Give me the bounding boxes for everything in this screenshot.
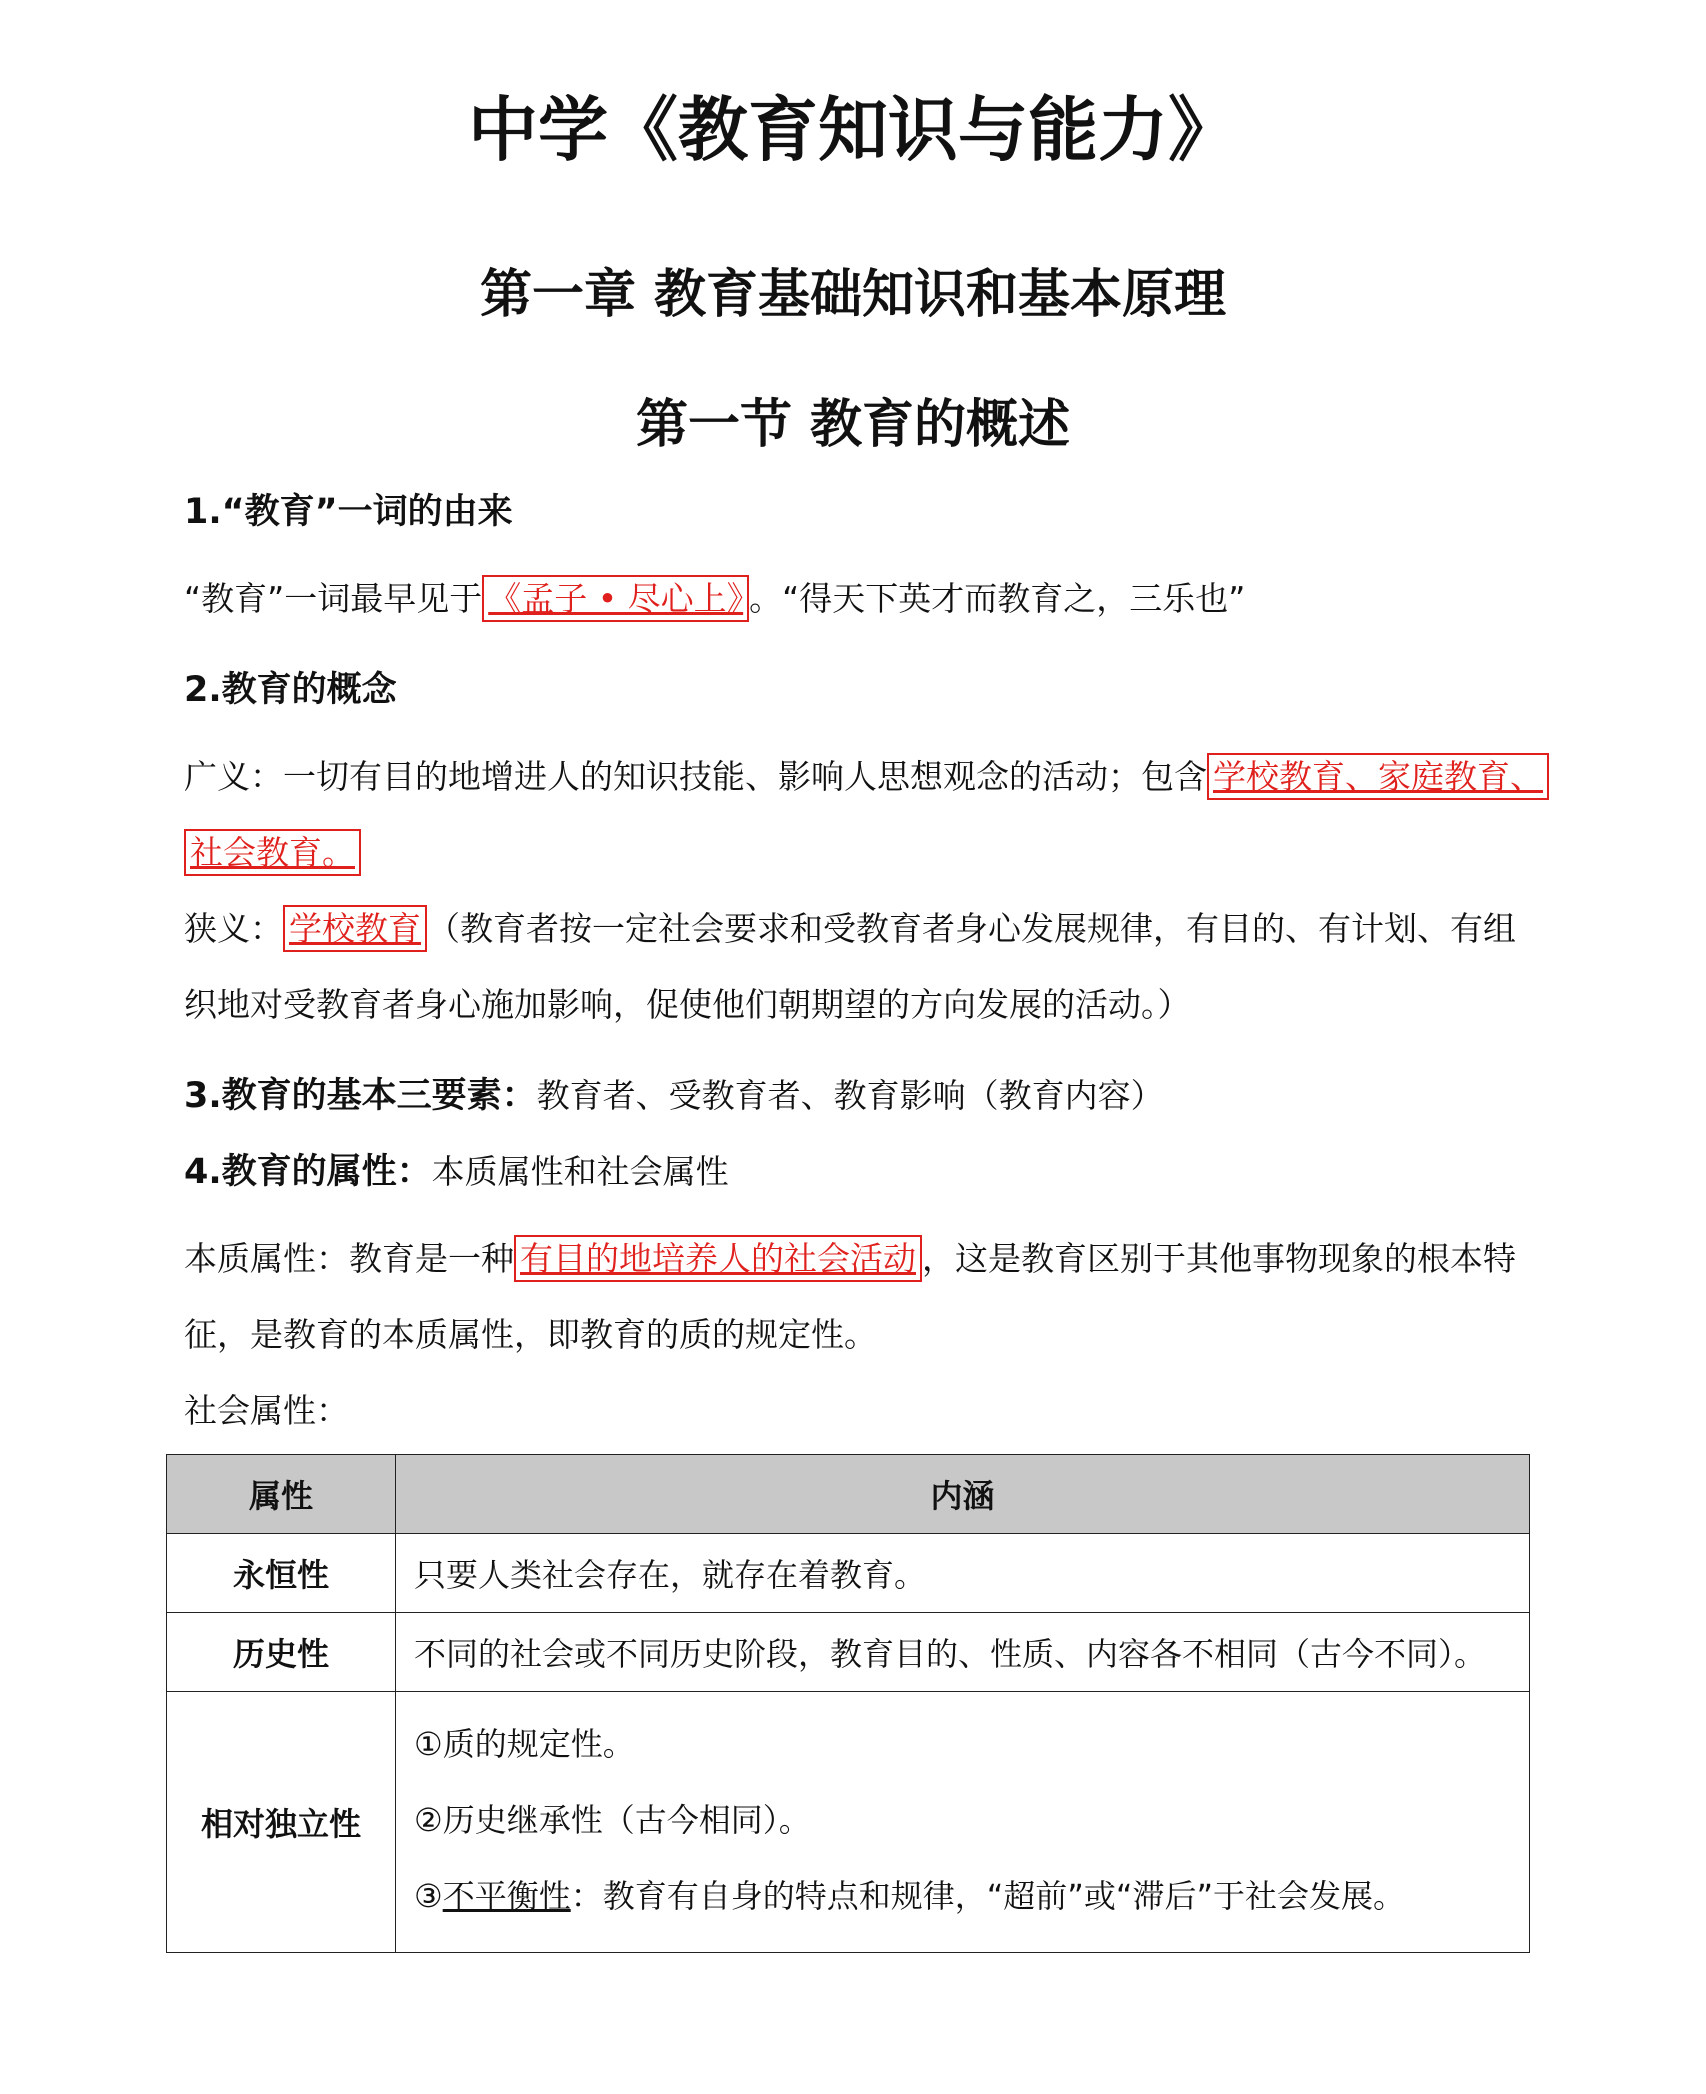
document-title: 中学《教育知识与能力》 (468, 89, 1238, 171)
s4-essence-post: ，这是教育区别于其他事物现象的根本特 (922, 1239, 1516, 1278)
social-attributes-table (166, 1454, 1530, 1953)
table-row (167, 1692, 1530, 1953)
s1-text-pre: “教育”一词最早见于 (184, 579, 483, 618)
s2-broad-pre: 广义：一切有目的地增进人的知识技能、影响人思想观念的活动；包含 (184, 757, 1207, 796)
s2-broad-line2 (184, 834, 1556, 872)
s4-heading: 4.教育的属性： (184, 1152, 432, 1192)
s4-essence-line1 (184, 1240, 1556, 1278)
table-row (167, 1613, 1530, 1692)
s4-paragraph (184, 1152, 1556, 1192)
row-attr: 相对独立性 (167, 1692, 396, 1953)
chapter-heading: 第一章 教育基础知识和基本原理 (479, 265, 1227, 325)
rel-line3-underlined: 不平衡性 (442, 1877, 571, 1915)
row-attr: 永恒性 (167, 1534, 396, 1613)
table-header-row (167, 1455, 1530, 1534)
row-content: 只要人类社会存在，就存在着教育。 (396, 1534, 1530, 1613)
header-attr: 属性 (167, 1455, 396, 1534)
s2-narrow-highlight: 学校教育 (283, 905, 427, 952)
s4-essence-highlight: 有目的地培养人的社会活动 (514, 1235, 922, 1282)
rel-line3-prefix: ③ (414, 1877, 443, 1915)
row-content (396, 1692, 1530, 1953)
s4-social-label: 社会属性： (184, 1391, 349, 1430)
s2-heading: 2.教育的概念 (184, 670, 397, 710)
table-row (167, 1534, 1530, 1613)
row-attr: 历史性 (167, 1613, 396, 1692)
s2-narrow-label: 狭义： (184, 909, 283, 948)
s1-heading: 1.“教育”一词的由来 (184, 492, 513, 532)
s3-paragraph (184, 1076, 1556, 1116)
rel-line2: ②历史继承性（古今相同）。 (414, 1801, 811, 1839)
s3-text: 教育者、受教育者、教育影响（教育内容） (536, 1076, 1164, 1115)
s2-broad-highlight2: 社会教育。 (184, 829, 361, 876)
rel-line3-rest: ：教育有自身的特点和规律，“超前”或“滞后”于社会发展。 (570, 1877, 1406, 1915)
s2-narrow-line1 (184, 910, 1556, 948)
s1-paragraph (184, 580, 1556, 618)
rel-line1: ①质的规定性。 (414, 1725, 635, 1763)
s4-text: 本质属性和社会属性 (431, 1152, 729, 1191)
s2-narrow-line2: 织地对受教育者身心施加影响，促使他们朝期望的方向发展的活动。） (184, 985, 1191, 1024)
s2-broad-highlight1: 学校教育、家庭教育、 (1207, 753, 1549, 800)
s1-highlight: 《孟子 • 尽心上》 (482, 575, 749, 622)
section-heading: 第一节 教育的概述 (635, 395, 1071, 455)
s1-text-post: 。“得天下英才而教育之，三乐也” (749, 579, 1246, 618)
header-content: 内涵 (396, 1455, 1530, 1534)
row-content: 不同的社会或不同历史阶段，教育目的、性质、内容各不相同（古今不同）。 (396, 1613, 1530, 1692)
s3-heading: 3.教育的基本三要素： (184, 1076, 537, 1116)
s4-essence-line2: 征，是教育的本质属性，即教育的质的规定性。 (184, 1315, 877, 1354)
s2-narrow-text1: （教育者按一定社会要求和受教育者身心发展规律，有目的、有计划、有组 (427, 909, 1516, 948)
rel-line3 (414, 1858, 1529, 1934)
s2-broad-line1 (184, 758, 1556, 796)
s4-essence-pre: 本质属性：教育是一种 (184, 1239, 514, 1278)
